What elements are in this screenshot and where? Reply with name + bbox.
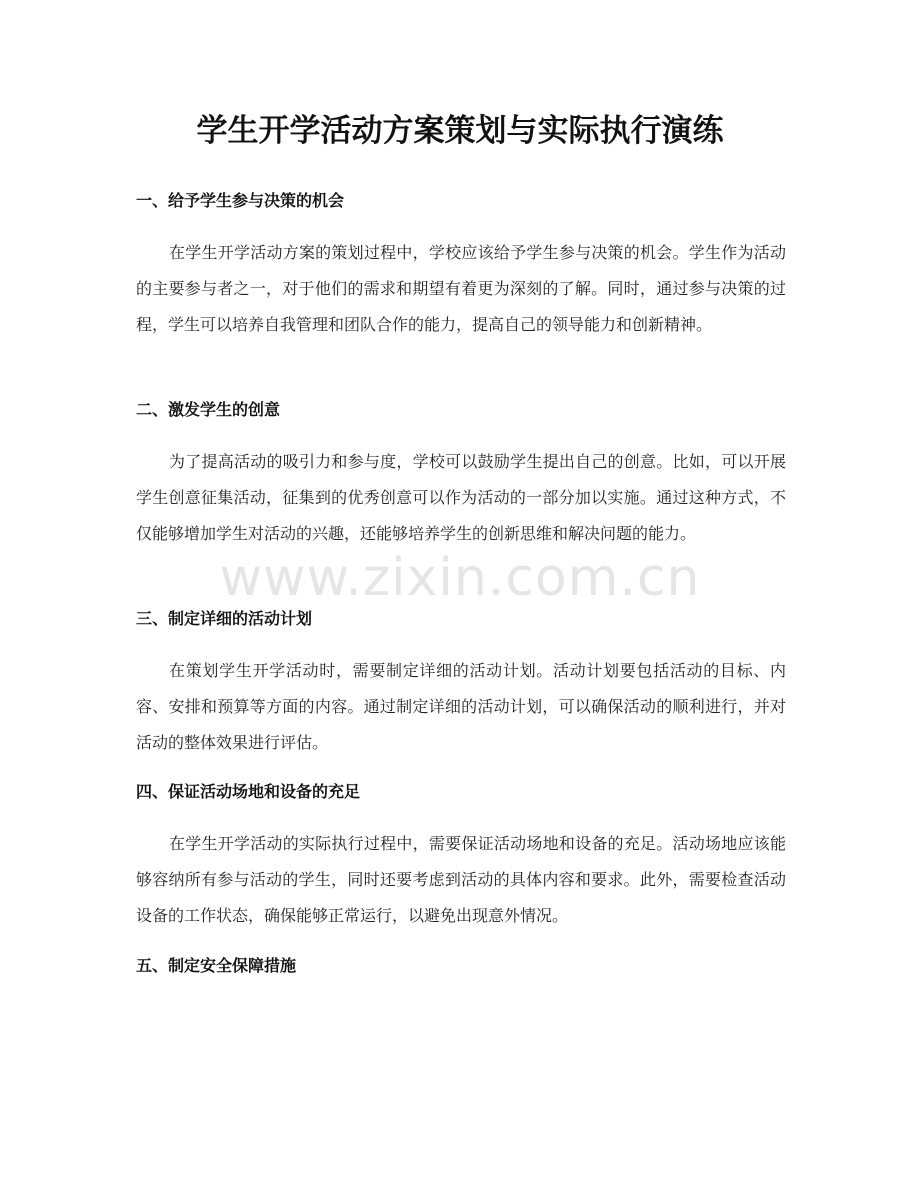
section-heading: 四、保证活动场地和设备的充足 <box>136 782 361 801</box>
section-heading: 三、制定详细的活动计划 <box>136 609 313 628</box>
section-heading: 一、给予学生参与决策的机会 <box>136 191 345 210</box>
section-heading: 五、制定安全保障措施 <box>136 956 297 975</box>
section-paragraph: 在策划学生开学活动时，需要制定详细的活动计划。活动计划要包括活动的目标、内容、安排和预算等方面的内容。通过制定详细的活动计划，可以确保活动的顺利进行，并对活动的整体效果进行评估。 <box>136 661 786 752</box>
section-paragraph: 为了提高活动的吸引力和参与度，学校可以鼓励学生提出自己的创意。比如，可以开展学生创意征集活动，征集到的优秀创意可以作为活动的一部分加以实施。通过这种方式，不仅能够增加学生对活动的兴趣，还能够培养学生的创新思维和解决问题的能力。 <box>136 452 786 543</box>
section-2 <box>136 398 786 552</box>
section-heading: 二、激发学生的创意 <box>136 400 281 419</box>
watermark: www.zixin.com.cn <box>219 548 701 608</box>
section-paragraph: 在学生开学活动方案的策划过程中，学校应该给予学生参与决策的机会。学生作为活动的主要参与者之一，对于他们的需求和期望有着更为深刻的了解。同时，通过参与决策的过程，学生可以培养自我管理和团队合作的能力，提高自己的领导能力和创新精神。 <box>136 243 786 334</box>
section-3 <box>136 607 786 761</box>
document-title: 学生开学活动方案策划与实际执行演练 <box>196 113 724 149</box>
section-1 <box>136 189 786 343</box>
section-4 <box>136 780 786 934</box>
section-5 <box>136 954 786 978</box>
section-paragraph: 在学生开学活动的实际执行过程中，需要保证活动场地和设备的充足。活动场地应该能够容纳所有参与活动的学生，同时还要考虑到活动的具体内容和要求。此外，需要检查活动设备的工作状态，确保能够正常运行，以避免出现意外情况。 <box>136 834 786 925</box>
